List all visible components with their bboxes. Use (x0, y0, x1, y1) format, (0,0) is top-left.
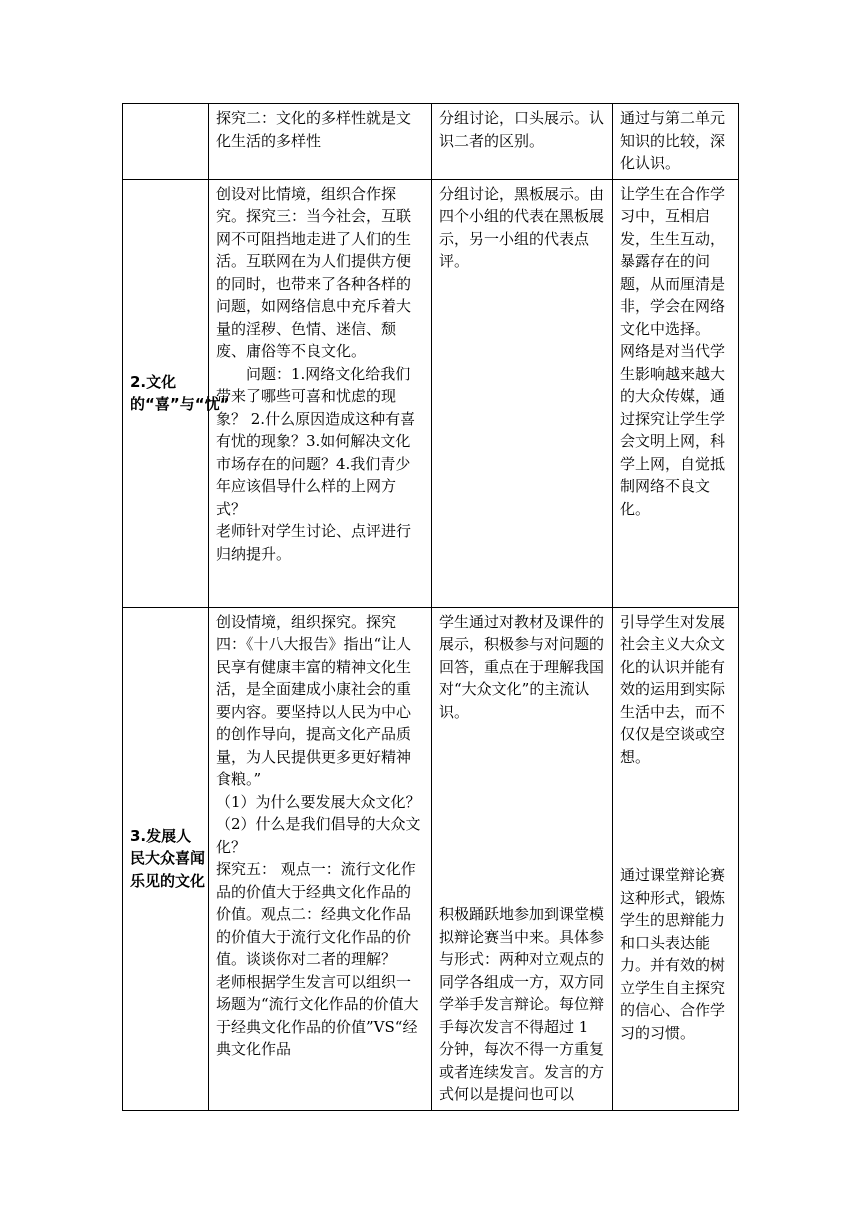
table-row (123, 607, 739, 1110)
teacher-text: （2）什么是我们倡导的大众文化？ (216, 815, 421, 856)
teacher-activity-cell (209, 104, 432, 180)
teacher-text: 探究五： 观点一：流行文化作品的价值大于经典文化作品的价值。观点二：经典文化作品的价值大于流行文化作品的价值。谈谈你对二者的理解？ (216, 860, 416, 968)
segment-cell (123, 104, 209, 180)
table-row (123, 179, 739, 607)
table-row (123, 104, 739, 180)
design-intent-cell (613, 179, 739, 607)
lesson-plan-table (122, 103, 739, 1111)
teacher-text: 创设情境，组织探究。探究四：《十八大报告》指出“让人民享有健康丰富的精神文化生活，是全面建成小康社会的重要内容。要坚持以人民为中心的创作导向，提高文化产品质量，为人民提供更多更好精神食粮。” (216, 612, 412, 788)
teacher-text: 老师针对学生讨论、点评进行归纳提升。 (216, 522, 412, 563)
student-activity-cell (432, 104, 613, 180)
intent-text: 网络是对当代学生影响越来越大的大众传媒，通过探究让学生学会文明上网，科学上网，自觉抵制网络不良文化。 (620, 342, 726, 518)
teacher-text: 创设对比情境，组织合作探究。探究三：当今社会，互联网不可阻挡地走进了人们的生活。互联网在为人们提供方便的同时，也带来了各种各样的问题，如网络信息中充斥着大量的淫秽、色情、迷信、颓废、庸俗等不良文化。 (216, 184, 412, 360)
student-text: 积极踊跃地参加到课堂模拟辩论赛当中来。具体参与形式：两种对立观点的同学各组成一方，双方同学举手发言辩论。每位辩手每次发言不得超过 1 分钟，每次不得一方重复或者连续发言。发言的方式何以是提问也可以 (439, 905, 605, 1103)
intent-text: 通过与第二单元知识的比较，深化认识。 (620, 109, 726, 172)
teacher-activity-cell (209, 607, 432, 1110)
design-intent-cell (613, 607, 739, 1110)
teacher-text: 问题：1.网络文化给我们带来了哪些可喜和忧虑的现象？ 2.什么原因造成这种有喜有忧的现象？3.如何解决文化市场存在的问题？4.我们青少年应该倡导什么样的上网方式？ (216, 364, 416, 518)
student-activity-cell (432, 179, 613, 607)
intent-text: 通过课堂辩论赛这种形式，锻炼学生的思辩能力和口头表达能力。并有效的树立学生自主探究的信心、合作学习的习惯。 (620, 866, 726, 1042)
student-text: 学生通过对教材及课件的展示，积极参与对问题的回答，重点在于理解我国对“大众文化”的主流认识。 (439, 612, 605, 721)
design-intent-cell (613, 104, 739, 180)
teacher-activity-cell (209, 179, 432, 607)
teacher-text: 探究二：文化的多样性就是文化生活的多样性 (216, 109, 412, 150)
segment-cell: 2.文化的“喜”与“忧” (123, 179, 209, 607)
intent-text: 让学生在合作学习中，互相启发，生生互动，暴露存在的问题，从而厘清是非，学会在网络文化中选择。 (620, 184, 726, 338)
student-text: 分组讨论，口头展示。认识二者的区别。 (439, 109, 605, 150)
segment-cell: 3.发展人民大众喜闻乐见的文化 (123, 607, 209, 1110)
teacher-text: 老师根据学生发言可以组织一场题为“流行文化作品的价值大于经典文化作品的价值”VS“经典文化作品 (216, 972, 419, 1058)
student-text: 分组讨论，黑板展示。由四个小组的代表在黑板展示，另一小组的代表点评。 (439, 184, 605, 270)
student-activity-cell (432, 607, 613, 1110)
teacher-text: （1）为什么要发展大众文化？ (216, 792, 421, 811)
intent-text: 引导学生对发展社会主义大众文化的认识并能有效的运用到实际生活中去，而不仅仅是空谈或空想。 (620, 612, 726, 766)
